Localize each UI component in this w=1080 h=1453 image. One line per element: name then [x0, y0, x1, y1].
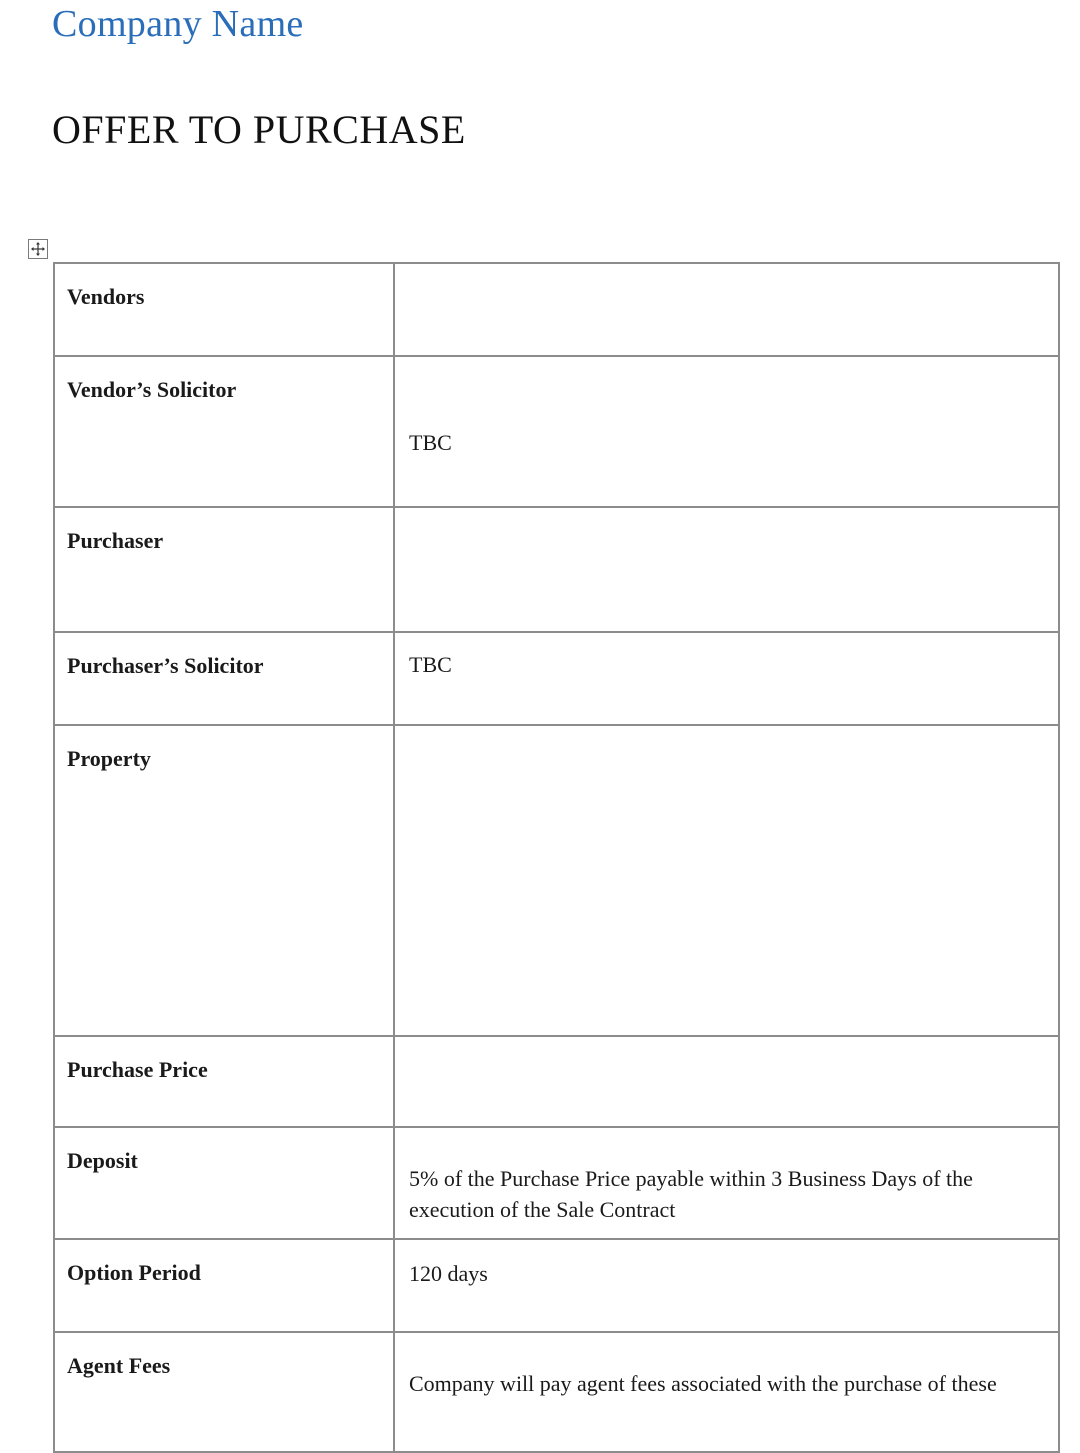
row-value-purchasers-solicitor[interactable] — [394, 632, 1059, 725]
row-label-vendors-solicitor: Vendor’s Solicitor — [54, 356, 394, 507]
row-value-text: TBC — [409, 430, 452, 455]
row-label-purchase-price: Purchase Price — [54, 1036, 394, 1127]
row-value-vendors[interactable] — [394, 263, 1059, 356]
row-value-option-period[interactable] — [394, 1239, 1059, 1332]
row-value-purchase-price[interactable] — [394, 1036, 1059, 1127]
row-label-deposit: Deposit — [54, 1127, 394, 1239]
table-row — [54, 1239, 1059, 1332]
row-value-deposit[interactable] — [394, 1127, 1059, 1239]
table-row — [54, 725, 1059, 1036]
row-label-agent-fees: Agent Fees — [54, 1332, 394, 1452]
row-label-vendors: Vendors — [54, 263, 394, 356]
move-arrows-icon — [31, 242, 45, 256]
table-move-handle[interactable] — [28, 239, 48, 259]
offer-table — [53, 262, 1060, 1453]
document-title: OFFER TO PURCHASE — [52, 107, 466, 152]
company-name: Company Name — [52, 3, 304, 45]
table-row — [54, 263, 1059, 356]
row-value-text: TBC — [409, 652, 452, 677]
table-row — [54, 1332, 1059, 1452]
table-row — [54, 632, 1059, 725]
row-value-text: 5% of the Purchase Price payable within 3 Business Days of the execution of the Sale Contract — [409, 1166, 973, 1222]
row-label-purchasers-solicitor: Purchaser’s Solicitor — [54, 632, 394, 725]
row-value-text: Company will pay agent fees associated with the purchase of these — [409, 1371, 997, 1396]
row-label-purchaser: Purchaser — [54, 507, 394, 632]
table-row — [54, 356, 1059, 507]
table-row — [54, 1127, 1059, 1239]
row-label-property: Property — [54, 725, 394, 1036]
row-value-property[interactable] — [394, 725, 1059, 1036]
row-value-agent-fees[interactable] — [394, 1332, 1059, 1452]
row-value-purchaser[interactable] — [394, 507, 1059, 632]
table-row — [54, 1036, 1059, 1127]
row-label-option-period: Option Period — [54, 1239, 394, 1332]
row-value-text: 120 days — [409, 1261, 488, 1286]
row-value-vendors-solicitor[interactable] — [394, 356, 1059, 507]
table-row — [54, 507, 1059, 632]
